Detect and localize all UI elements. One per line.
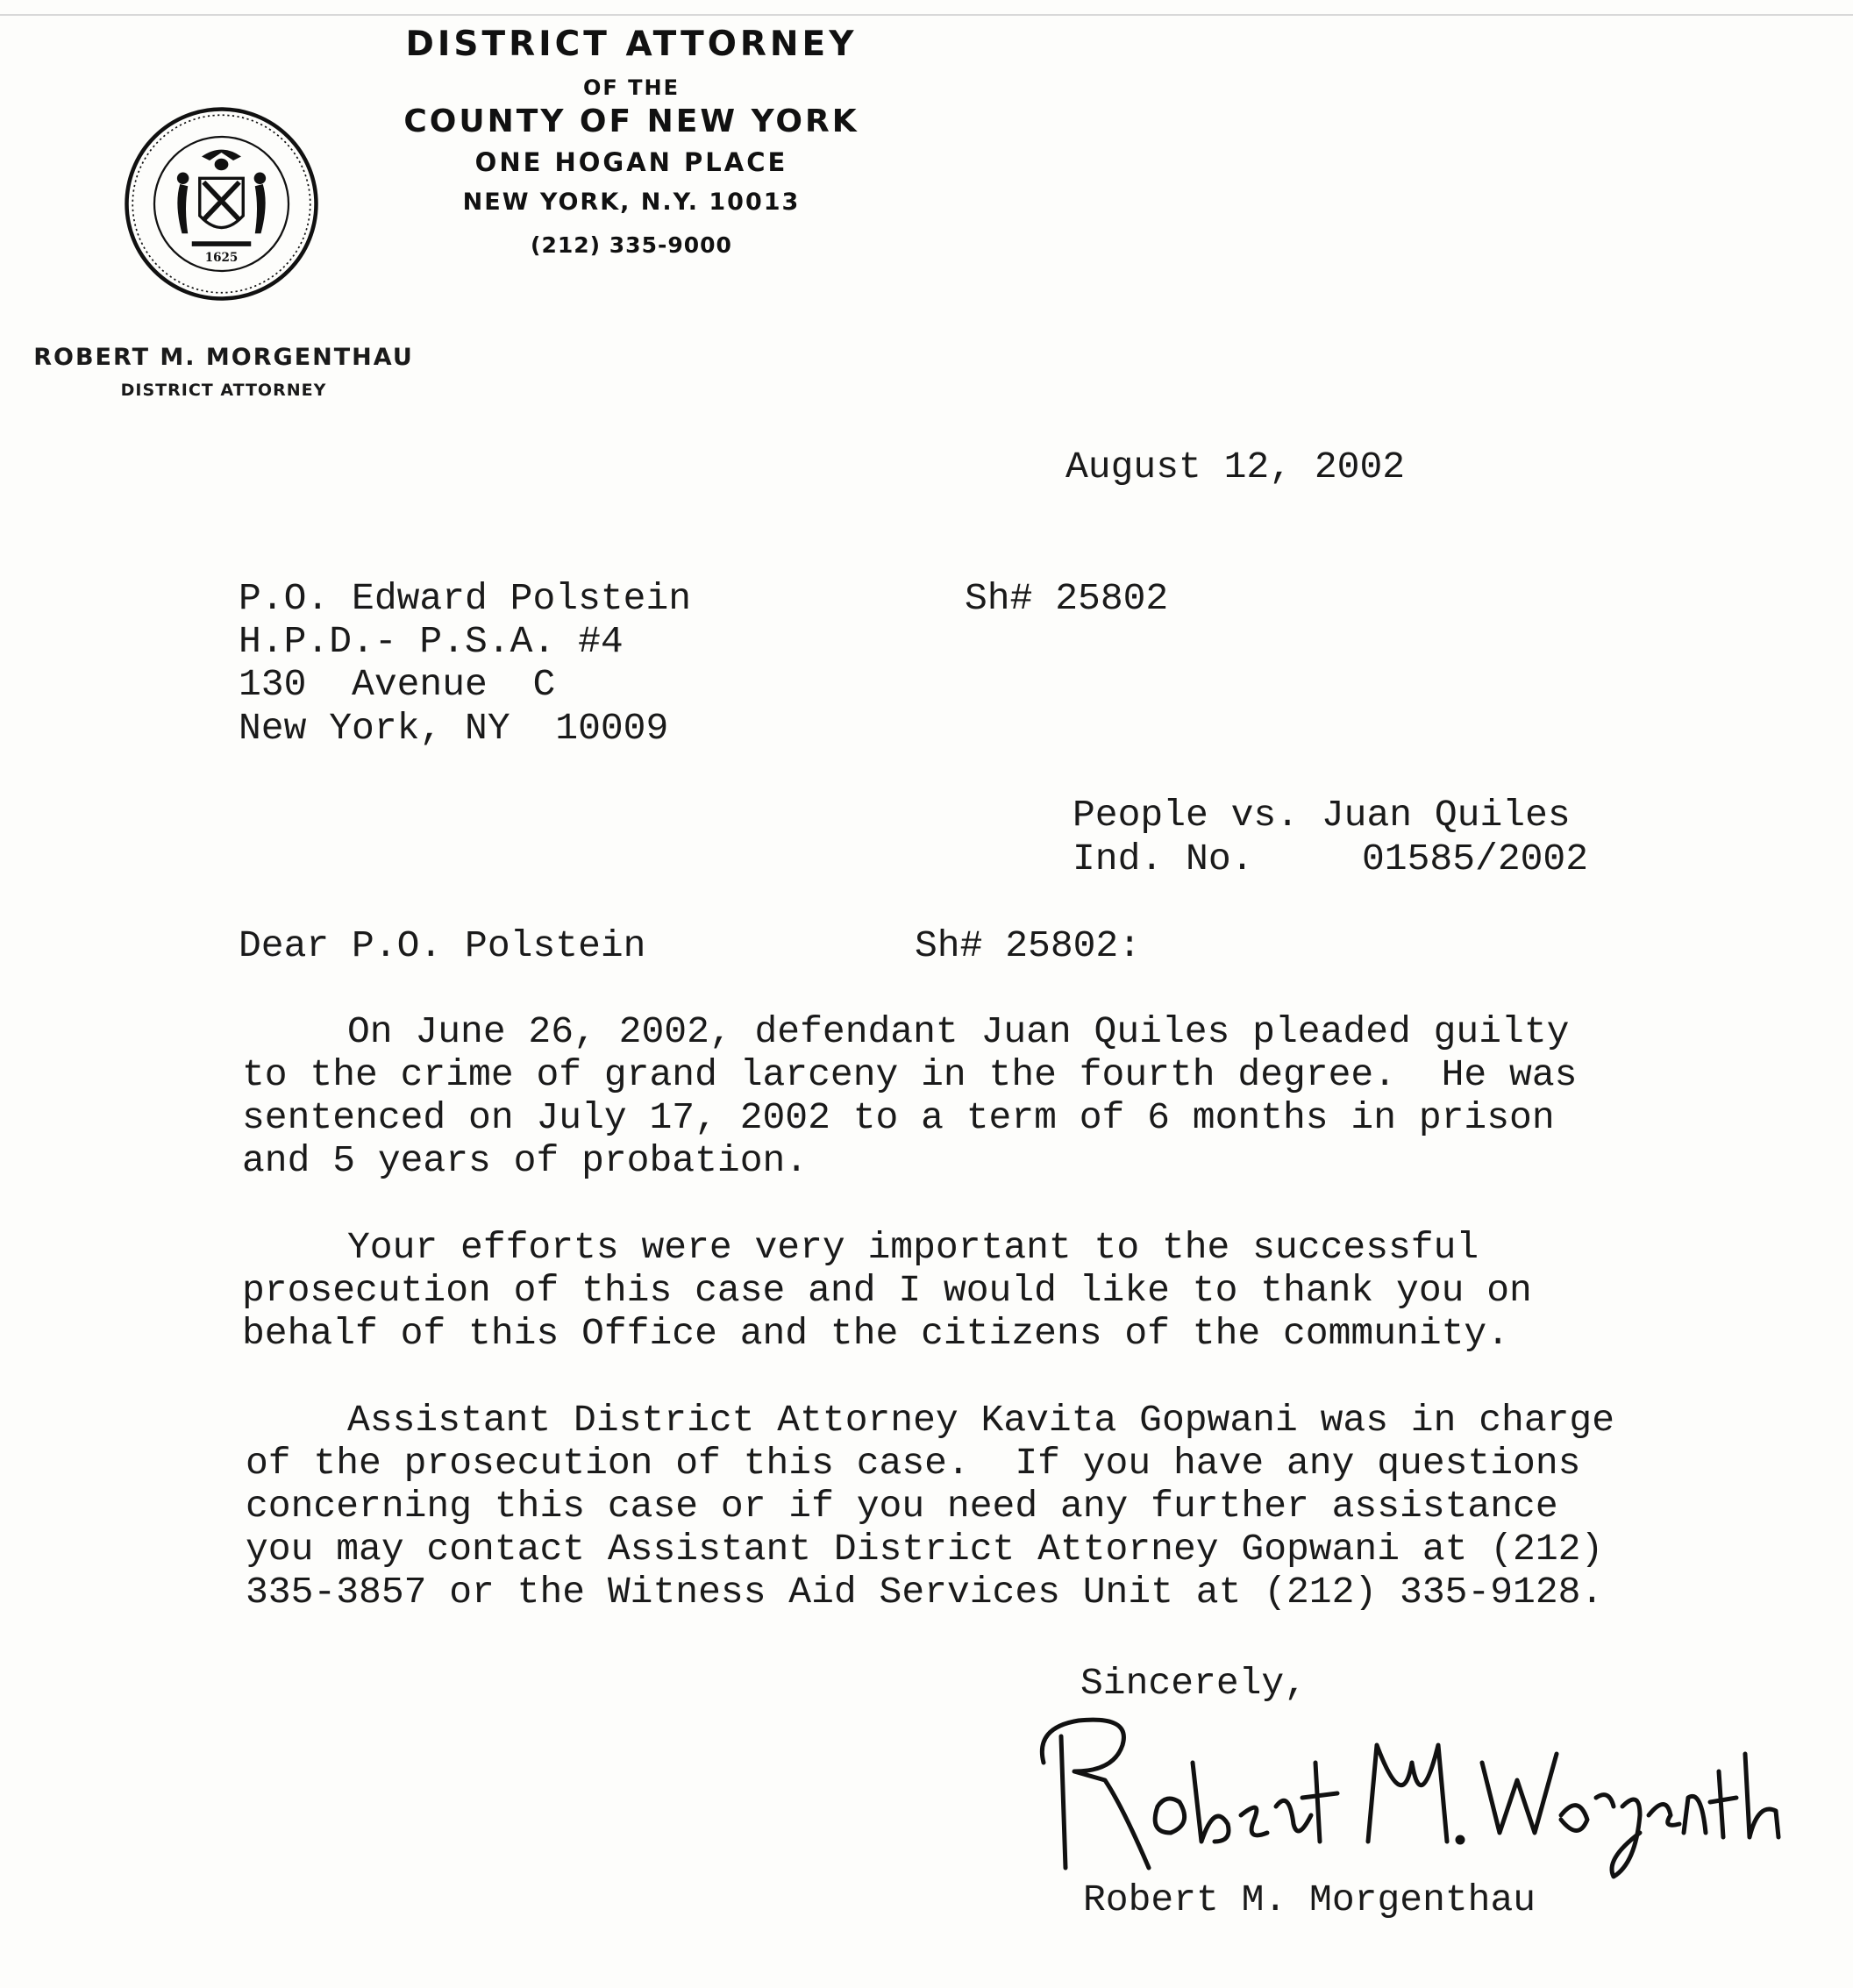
case-caption: People vs. Juan Quiles: [1073, 794, 1571, 837]
case-ind-number: 01585/2002: [1362, 837, 1589, 880]
body-line: 335-3857 or the Witness Aid Services Unit at (212) 335-9128.: [246, 1571, 1604, 1614]
body-line: Assistant District Attorney Kavita Gopwani was in charge: [347, 1399, 1615, 1442]
recipient-unit: H.P.D.- P.S.A. #4: [239, 620, 624, 663]
body-line: sentenced on July 17, 2002 to a term of 6 months in prison: [242, 1096, 1555, 1139]
signature-name: Robert M. Morgenthau: [1083, 1878, 1536, 1921]
body-line: behalf of this Office and the citizens of the community.: [242, 1312, 1510, 1355]
salutation-shield: Sh# 25802:: [915, 924, 1142, 967]
body-line: prosecution of this case and I would like to thank you on: [242, 1269, 1532, 1312]
case-ind-label: Ind. No.: [1073, 837, 1254, 880]
city-seal-icon: [123, 105, 320, 303]
da-title: DISTRICT ATTORNEY: [120, 381, 327, 400]
closing: Sincerely,: [1080, 1662, 1308, 1705]
seal-year: 1625: [204, 250, 239, 265]
da-name: ROBERT M. MORGENTHAU: [33, 344, 414, 371]
page-top-edge: [0, 14, 1853, 16]
recipient-name: P.O. Edward Polstein: [239, 577, 692, 620]
body-line: concerning this case or if you need any further assistance: [246, 1485, 1558, 1528]
body-line: On June 26, 2002, defendant Juan Quiles pleaded guilty: [347, 1010, 1570, 1053]
body-line: and 5 years of probation.: [242, 1139, 809, 1182]
salutation-greeting: Dear P.O. Polstein: [239, 924, 646, 967]
letterhead-county: COUNTY OF NEW YORK: [403, 103, 859, 139]
letterhead-title: DISTRICT ATTORNEY: [405, 25, 858, 64]
recipient-city: New York, NY 10009: [239, 707, 669, 750]
recipient-street: 130 Avenue C: [239, 663, 556, 706]
body-line: you may contact Assistant District Attorney Gopwani at (212): [246, 1528, 1604, 1571]
letterhead-of-the: OF THE: [582, 75, 680, 100]
letterhead-phone: (212) 335-9000: [531, 232, 732, 258]
handwritten-signature: [1026, 1710, 1798, 1885]
letterhead-city: NEW YORK, N.Y. 10013: [462, 189, 801, 216]
letterhead-street: ONE HOGAN PLACE: [474, 147, 788, 177]
body-line: Your efforts were very important to the successful: [347, 1226, 1479, 1269]
letter-date: August 12, 2002: [1065, 445, 1406, 488]
recipient-shield: Sh# 25802: [965, 577, 1169, 620]
body-line: of the prosecution of this case. If you have any questions: [246, 1442, 1581, 1485]
body-line: to the crime of grand larceny in the fourth degree. He was: [242, 1053, 1578, 1096]
